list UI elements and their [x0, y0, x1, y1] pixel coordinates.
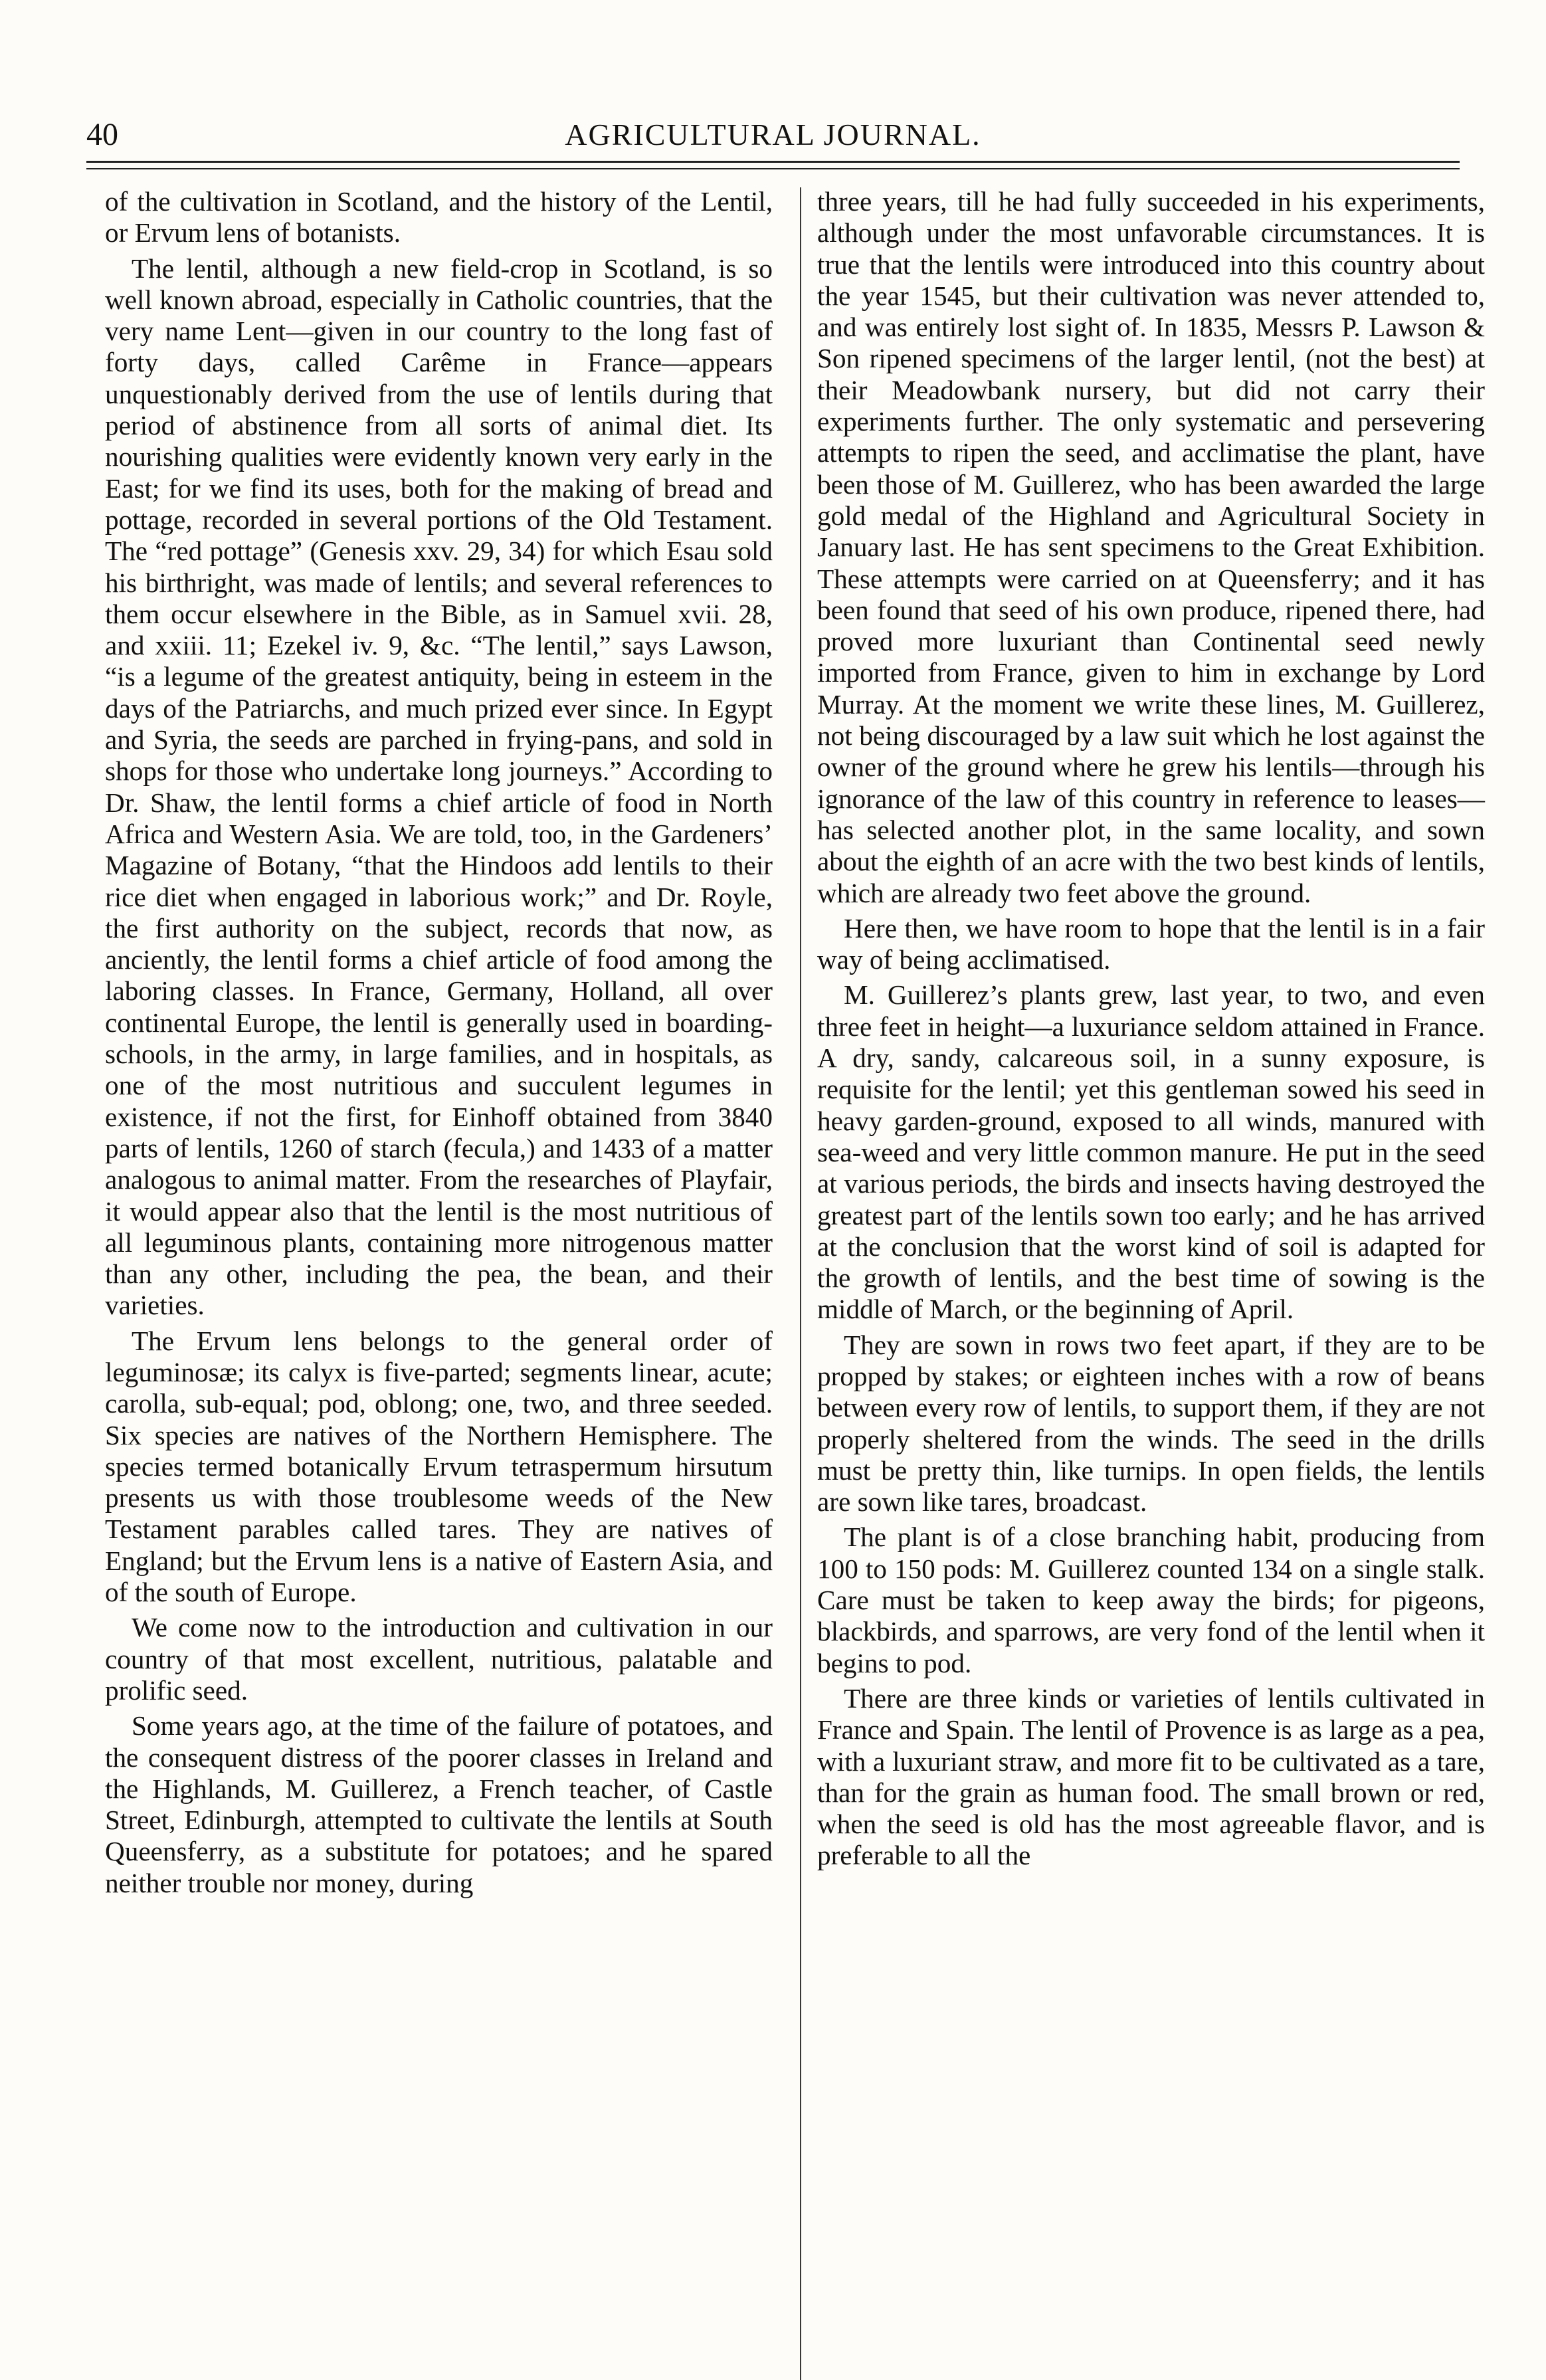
paragraph: The lentil, although a new field-crop in Scotland, is so well known abroad, especially in Catholic countries, that the very name Lent—given in our country to the long fast of forty days, called Carême in France—appears unquestionably derived from the use of lentils during that period of abstinence from all sorts of animal diet. Its nourishing qualities were evidently known very early in the East; for we find its uses, both for the making of bread and pottage, recorded in several portions of the Old Testament. The “red pottage” (Genesis xxv. 29, 34) for which Esau sold his birthright, was made of lentils; and several references to them occur elsewhere in the Bible, as in Samuel xvii. 28, and xxiii. 11; Ezekel iv. 9, &c. “The lentil,” says Lawson, “is a legume of the greatest antiquity, being in esteem in the days of the Patriarchs, and much prized ever since. In Egypt and Syria, the seeds are parched in frying-pans, and sold in shops for those who undertake long journeys.” According to Dr. Shaw, the lentil forms a chief article of food in North Africa and Western Asia. We are told, too, in the Gardeners’ Magazine of Botany, “that the Hindoos add lentils to their rice diet when engaged in laborious work;” and Dr. Royle, the first authority on the subject, records that now, as anciently, the lentil forms a chief article of food among the laboring classes. In France, Germany, Holland, all over continental Europe, the lentil is generally used in boarding-schools, in the army, in large families, and in hospitals, as one of the most nutritious and succulent legumes in existence, if not the first, for Einhoff obtained from 3840 parts of lentils, 1260 of starch (fecula,) and 1433 of a matter analogous to animal matter. From the researches of Playfair, it would appear also that the lentil is the most nutritious of all leguminous plants, containing more nitrogenous matter than any other, including the pea, the bean, and their varieties.	[105, 252, 773, 1321]
paragraph: of the cultivation in Scotland, and the history of the Lentil, or Ervum lens of botanists.	[105, 186, 773, 248]
left-column	[105, 186, 773, 1903]
paragraph: Here then, we have room to hope that the lentil is in a fair way of being acclimatised.	[817, 912, 1485, 975]
running-title: AGRICULTURAL JOURNAL.	[565, 118, 981, 151]
page-header	[86, 112, 1460, 158]
page-number: 40	[86, 117, 118, 152]
paragraph: Some years ago, at the time of the failure of potatoes, and the consequent distress of the poorer classes in Ireland and the Highlands, M. Guillerez, a French teacher, of Castle Street, Edinburgh, attempted to cultivate the lentils at South Queensferry, as a substitute for potatoes; and he spared neither trouble nor money, during	[105, 1710, 773, 1898]
right-column	[817, 186, 1485, 1876]
paragraph: The plant is of a close branching habit, producing from 100 to 150 pods: M. Guillerez counted 134 on a single stalk. Care must be taken to keep away the birds; for pigeons, blackbirds, and sparrows, are very fond of the lentil when it begins to pod.	[817, 1522, 1485, 1678]
header-rule	[86, 161, 1460, 169]
paragraph: We come now to the introduction and cultivation in our country of that most excellent, nutritious, palatable and prolific seed.	[105, 1612, 773, 1706]
paragraph: three years, till he had fully succeeded in his experiments, although under the most unfavorable circumstances. It is true that the lentils were introduced into this country about the year 1545, but their cultivation was never attended to, and was entirely lost sight of. In 1835, Messrs P. Lawson & Son ripened specimens of the larger lentil, (not the best) at their Meadowbank nursery, but did not carry their experiments further. The only systematic and persevering attempts to ripen the seed, and acclimatise the plant, have been those of M. Guillerez, who has been awarded the large gold medal of the Highland and Agricultural Society in January last. He has sent specimens to the Great Exhibition. These attempts were carried on at Queensferry; and it has been found that seed of his own produce, ripened there, had proved more luxuriant than Continental seed newly imported from France, given to him in exchange by Lord Murray. At the moment we write these lines, M. Guillerez, not being discouraged by a law suit which he lost against the owner of the ground where he grew his lentils—through his ignorance of the law of this country in reference to leases—has selected another plot, in the same locality, and sown about the eighth of an acre with the two best kinds of lentils, which are already two feet above the ground.	[817, 186, 1485, 908]
paragraph: The Ervum lens belongs to the general order of leguminosæ; its calyx is five-parted; segments linear, acute; carolla, sub-equal; pod, oblong; one, two, and three seeded. Six species are natives of the Northern Hemisphere. The species termed botanically Ervum tetraspermum hirsutum presents us with those troublesome weeds of the New Testament parables called tares. They are natives of England; but the Ervum lens is a native of Eastern Asia, and of the south of Europe.	[105, 1325, 773, 1608]
paragraph: They are sown in rows two feet apart, if they are to be propped by stakes; or eighteen inches with a row of beans between every row of lentils, to support them, if they are not properly sheltered from the winds. The seed in the drills must be pretty thin, like turnips. In open fields, the lentils are sown like tares, broadcast.	[817, 1329, 1485, 1518]
column-divider	[800, 187, 801, 2380]
paragraph: There are three kinds or varieties of lentils cultivated in France and Spain. The lentil of Provence is as large as a pea, with a luxuriant straw, and more fit to be cultivated as a tare, than for the grain as human food. The small brown or red, when the seed is old has the most agreeable flavor, and is preferable to all the	[817, 1682, 1485, 1871]
paragraph: M. Guillerez’s plants grew, last year, to two, and even three feet in height—a luxuriance seldom attained in France. A dry, sandy, calcareous soil, in a sunny exposure, is requisite for the lentil; yet this gentleman sowed his seed in heavy garden-ground, exposed to all winds, manured with sea-weed and very little common manure. He put in the seed at various periods, the birds and insects having destroyed the greatest part of the lentils sown too early; and he has arrived at the conclusion that the worst kind of soil is adapted for the growth of lentils, and the best time of sowing is the middle of March, or the beginning of April.	[817, 979, 1485, 1325]
